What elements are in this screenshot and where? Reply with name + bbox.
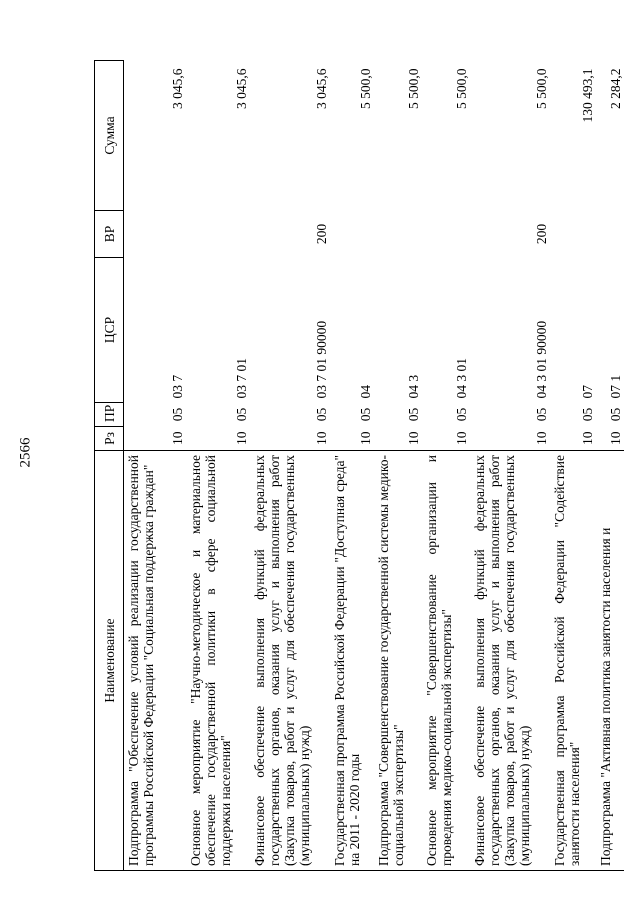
header-sum: Сумма bbox=[95, 61, 124, 211]
table-row bbox=[330, 61, 374, 871]
header-rz: Рз bbox=[95, 427, 124, 451]
row-rz: 10 bbox=[405, 431, 421, 445]
header-csr: ЦСР bbox=[95, 258, 124, 403]
row-pr: 05 bbox=[533, 407, 549, 422]
row-sum: 5 500,0 bbox=[357, 68, 373, 109]
row-vr bbox=[124, 211, 186, 258]
row-csr: 04 3 01 90000 bbox=[533, 320, 549, 399]
table-row bbox=[550, 61, 596, 871]
table-row bbox=[422, 61, 470, 871]
row-vr: 200 bbox=[313, 223, 329, 245]
table-row bbox=[374, 61, 422, 871]
row-rz: 10 bbox=[169, 431, 185, 445]
row-csr: 04 3 01 bbox=[453, 358, 469, 399]
row-name: Финансовое обеспечение выполнения функций федеральных государственных органов, оказания услуг и выполнения работ (Закупка товаров, работ и услуг для обеспечения государственных (муниципальных) нужд) bbox=[470, 451, 550, 871]
row-sum: 5 500,0 bbox=[533, 68, 549, 109]
row-csr: 03 7 01 90000 bbox=[313, 320, 329, 399]
row-name: Подпрограмма "Обеспечение условий реализации государственной программы Российской Федерации "Социальная поддержка граждан" bbox=[124, 451, 186, 871]
table-row bbox=[124, 61, 186, 871]
table-row bbox=[596, 61, 624, 871]
row-vr bbox=[374, 211, 422, 258]
row-vr bbox=[422, 211, 470, 258]
row-name: Основное мероприятие "Совершенствование организации и проведения медико-социальной экспертизы" bbox=[422, 451, 470, 871]
header-name: Наименование bbox=[95, 451, 124, 871]
header-pr: ПР bbox=[95, 403, 124, 427]
row-name: Основное мероприятие "Научно-методическое и материальное обеспечение государственной политики в сфере социальной поддержки населения" bbox=[186, 451, 250, 871]
row-csr: 03 7 01 bbox=[233, 358, 249, 399]
table-row bbox=[250, 61, 330, 871]
table-header-row bbox=[95, 61, 124, 871]
row-vr bbox=[596, 211, 624, 258]
row-rz: 10 bbox=[233, 431, 249, 445]
row-rz: 10 bbox=[533, 431, 549, 445]
row-pr: 05 bbox=[233, 407, 249, 422]
row-pr: 05 bbox=[579, 407, 595, 422]
row-name: Подпрограмма "Совершенствование государственной системы медико-социальной экспертизы" bbox=[374, 451, 422, 871]
budget-table bbox=[94, 60, 624, 871]
row-pr: 05 bbox=[405, 407, 421, 422]
row-sum: 130 493,1 bbox=[579, 68, 595, 123]
row-rz: 10 bbox=[579, 431, 595, 445]
row-name: Государственная программа Российской Федерации "Содействие занятости населения" bbox=[550, 451, 596, 871]
row-pr: 05 bbox=[169, 407, 185, 422]
row-name: Финансовое обеспечение выполнения функций федеральных государственных органов, оказания услуг и выполнения работ (Закупка товаров, работ и услуг для обеспечения государственных (муниципальных) нужд) bbox=[250, 451, 330, 871]
row-csr: 04 bbox=[357, 385, 373, 399]
rotated-table-container bbox=[94, 61, 623, 871]
row-pr: 05 bbox=[453, 407, 469, 422]
page-number-area bbox=[0, 0, 52, 905]
row-pr: 05 bbox=[607, 407, 623, 422]
row-vr: 200 bbox=[533, 223, 549, 245]
row-vr bbox=[550, 211, 596, 258]
row-csr: 03 7 bbox=[169, 374, 185, 399]
table-row bbox=[186, 61, 250, 871]
row-sum: 5 500,0 bbox=[453, 68, 469, 109]
row-rz: 10 bbox=[453, 431, 469, 445]
page-number: 2566 bbox=[17, 437, 34, 468]
row-name: Государственная программа Российской Федерации "Доступная среда" на 2011 - 2020 годы bbox=[330, 451, 374, 871]
row-rz: 10 bbox=[357, 431, 373, 445]
row-name: Подпрограмма "Активная политика занятости населения и bbox=[596, 451, 624, 871]
row-pr: 05 bbox=[357, 407, 373, 422]
row-sum: 3 045,6 bbox=[313, 68, 329, 109]
row-vr bbox=[330, 211, 374, 258]
row-sum: 3 045,6 bbox=[233, 68, 249, 109]
table-row bbox=[470, 61, 550, 871]
row-sum: 5 500,0 bbox=[405, 68, 421, 109]
row-csr: 07 1 bbox=[607, 374, 623, 399]
row-sum: 2 284,2 bbox=[607, 68, 623, 109]
row-sum: 3 045,6 bbox=[169, 68, 185, 109]
row-pr: 05 bbox=[313, 407, 329, 422]
row-csr: 04 3 bbox=[405, 374, 421, 399]
row-vr bbox=[186, 211, 250, 258]
header-vr: ВР bbox=[95, 211, 124, 258]
row-rz: 10 bbox=[313, 431, 329, 445]
row-rz: 10 bbox=[607, 431, 623, 445]
row-csr: 07 bbox=[579, 385, 595, 399]
